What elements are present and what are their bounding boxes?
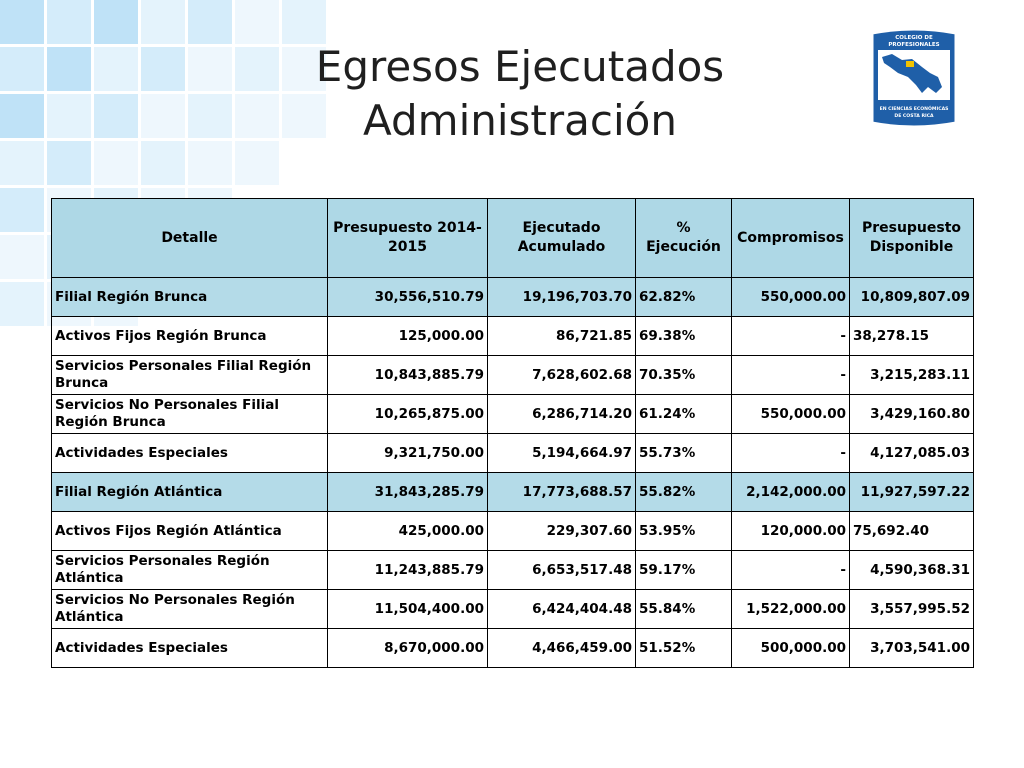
decorative-tile [0, 47, 44, 91]
cell-presupuesto: 10,265,875.00 [328, 395, 488, 434]
decorative-tile [0, 235, 44, 279]
cell-disponible: 3,703,541.00 [850, 629, 974, 668]
cell-pct: 69.38% [636, 317, 732, 356]
cell-compromisos: 1,522,000.00 [732, 590, 850, 629]
cell-ejecutado: 86,721.85 [488, 317, 636, 356]
decorative-tile [47, 0, 91, 44]
decorative-tile [282, 0, 326, 44]
cell-presupuesto: 8,670,000.00 [328, 629, 488, 668]
decorative-tile [0, 0, 44, 44]
decorative-tile [0, 94, 44, 138]
decorative-tile [0, 282, 44, 326]
cell-presupuesto: 10,843,885.79 [328, 356, 488, 395]
table-row [52, 473, 974, 512]
decorative-tile [47, 141, 91, 185]
cell-ejecutado: 6,424,404.48 [488, 590, 636, 629]
cell-pct: 55.73% [636, 434, 732, 473]
cell-pct: 59.17% [636, 551, 732, 590]
cell-presupuesto: 11,243,885.79 [328, 551, 488, 590]
cell-ejecutado: 6,286,714.20 [488, 395, 636, 434]
cell-disponible: 11,927,597.22 [850, 473, 974, 512]
decorative-tile [141, 141, 185, 185]
cell-ejecutado: 5,194,664.97 [488, 434, 636, 473]
cell-compromisos: - [732, 551, 850, 590]
title-line-1: Egresos Ejecutados [315, 42, 725, 91]
cell-detalle: Filial Región Atlántica [52, 473, 328, 512]
title-line-2: Administración [363, 96, 677, 145]
cell-compromisos: - [732, 434, 850, 473]
cell-detalle: Servicios No Personales Filial Región Brunca [52, 395, 328, 434]
cell-presupuesto: 425,000.00 [328, 512, 488, 551]
table-row [52, 512, 974, 551]
table-row [52, 317, 974, 356]
cell-compromisos: 120,000.00 [732, 512, 850, 551]
logo-top-text-2: PROFESIONALES [888, 42, 940, 48]
header-disponible: Presupuesto Disponible [850, 199, 974, 278]
cell-detalle: Servicios Personales Región Atlántica [52, 551, 328, 590]
decorative-tile [47, 47, 91, 91]
cell-disponible: 75,692.40 [850, 512, 974, 551]
cell-compromisos: - [732, 317, 850, 356]
table-row [52, 551, 974, 590]
cell-ejecutado: 17,773,688.57 [488, 473, 636, 512]
cell-pct: 55.82% [636, 473, 732, 512]
cell-ejecutado: 19,196,703.70 [488, 278, 636, 317]
cell-detalle: Servicios Personales Filial Región Brunca [52, 356, 328, 395]
cell-detalle: Actividades Especiales [52, 434, 328, 473]
decorative-tile [94, 141, 138, 185]
decorative-tile [47, 94, 91, 138]
cell-ejecutado: 4,466,459.00 [488, 629, 636, 668]
egresos-table [51, 198, 974, 668]
cell-presupuesto: 11,504,400.00 [328, 590, 488, 629]
cell-disponible: 4,590,368.31 [850, 551, 974, 590]
decorative-tile [141, 47, 185, 91]
cell-compromisos: 550,000.00 [732, 395, 850, 434]
decorative-tile [0, 188, 44, 232]
cell-compromisos: 2,142,000.00 [732, 473, 850, 512]
decorative-tile [94, 47, 138, 91]
header-presupuesto: Presupuesto 2014-2015 [328, 199, 488, 278]
cell-detalle: Actividades Especiales [52, 629, 328, 668]
cell-ejecutado: 229,307.60 [488, 512, 636, 551]
cell-disponible: 38,278.15 [850, 317, 974, 356]
table-row [52, 434, 974, 473]
table-header-row [52, 199, 974, 278]
logo-bottom-text-2: DE COSTA RICA [894, 114, 934, 119]
cell-disponible: 3,557,995.52 [850, 590, 974, 629]
cell-compromisos: - [732, 356, 850, 395]
cell-pct: 62.82% [636, 278, 732, 317]
cell-pct: 53.95% [636, 512, 732, 551]
decorative-tile [94, 0, 138, 44]
decorative-tile [188, 47, 232, 91]
decorative-tile [94, 94, 138, 138]
header-detalle: Detalle [52, 199, 328, 278]
cell-detalle: Servicios No Personales Región Atlántica [52, 590, 328, 629]
colegio-logo [868, 27, 960, 129]
logo-bottom-text-1: EN CIENCIAS ECONÓMICAS [879, 107, 949, 112]
decorative-tile [188, 0, 232, 44]
table-row [52, 356, 974, 395]
decorative-tile [188, 94, 232, 138]
table-row [52, 278, 974, 317]
header-pct-ejecucion: % Ejecución [636, 199, 732, 278]
cell-disponible: 3,215,283.11 [850, 356, 974, 395]
table-row [52, 629, 974, 668]
cell-presupuesto: 31,843,285.79 [328, 473, 488, 512]
cell-presupuesto: 30,556,510.79 [328, 278, 488, 317]
cell-presupuesto: 9,321,750.00 [328, 434, 488, 473]
logo-top-text-1: COLEGIO DE [895, 35, 933, 41]
decorative-tile [235, 0, 279, 44]
cell-pct: 61.24% [636, 395, 732, 434]
cell-pct: 55.84% [636, 590, 732, 629]
table-row [52, 590, 974, 629]
cell-disponible: 3,429,160.80 [850, 395, 974, 434]
decorative-tile [188, 141, 232, 185]
cell-detalle: Activos Fijos Región Atlántica [52, 512, 328, 551]
cell-ejecutado: 6,653,517.48 [488, 551, 636, 590]
table-row [52, 395, 974, 434]
cell-disponible: 10,809,807.09 [850, 278, 974, 317]
cell-pct: 70.35% [636, 356, 732, 395]
cell-compromisos: 550,000.00 [732, 278, 850, 317]
decorative-tile [141, 94, 185, 138]
decorative-tile [0, 141, 44, 185]
header-compromisos: Compromisos [732, 199, 850, 278]
cell-ejecutado: 7,628,602.68 [488, 356, 636, 395]
cell-disponible: 4,127,085.03 [850, 434, 974, 473]
cell-pct: 51.52% [636, 629, 732, 668]
slide-title [250, 40, 790, 148]
cell-compromisos: 500,000.00 [732, 629, 850, 668]
decorative-tile [141, 0, 185, 44]
header-ejecutado: Ejecutado Acumulado [488, 199, 636, 278]
cell-detalle: Activos Fijos Región Brunca [52, 317, 328, 356]
cell-detalle: Filial Región Brunca [52, 278, 328, 317]
cell-presupuesto: 125,000.00 [328, 317, 488, 356]
